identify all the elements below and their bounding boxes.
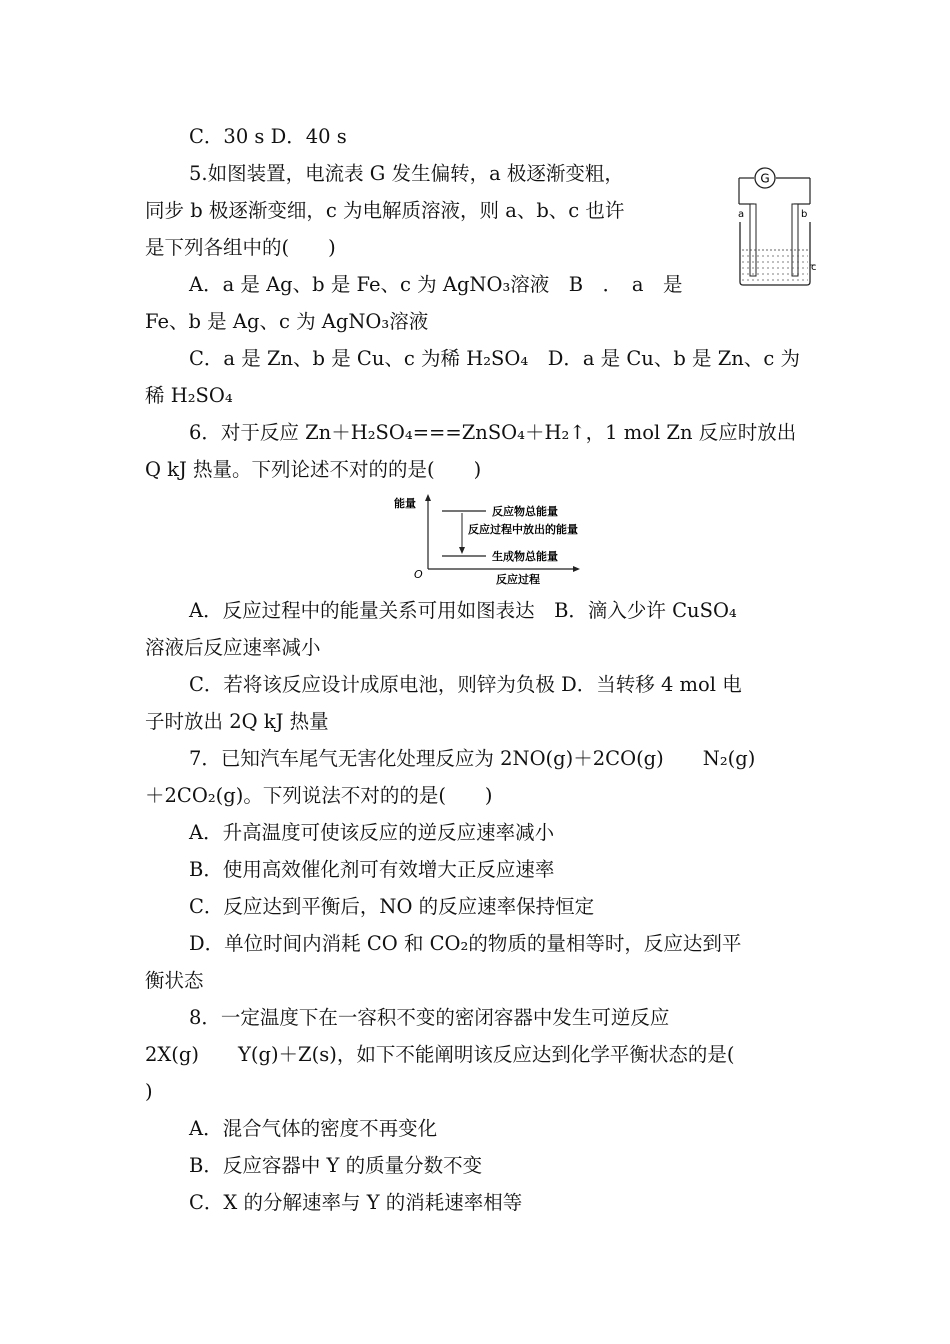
process-axis-label: 反应过程	[496, 573, 540, 586]
q6-option-cd: C．若将该反应设计成原电池，则锌为负极 D．当转移 4 mol 电	[189, 673, 742, 696]
q5-option-ab: A．a 是 Ag、b 是 Fe、c 为 AgNO₃溶液 B ． a 是	[189, 273, 683, 296]
product-level-label: 生成物总能量	[492, 550, 558, 563]
q5-stem-line2: 同步 b 极逐渐变细，c 为电解质溶液，则 a、b、c 也许	[145, 199, 625, 222]
q4-option-cd: C．30 s D．40 s	[189, 125, 347, 148]
electrode-b	[792, 204, 798, 276]
galvanic-cell-figure	[718, 164, 818, 290]
released-energy-label: 反应过程中放出的能量	[468, 523, 578, 536]
q7-stem-line1: 7．已知汽车尾气无害化处理反应为 2NO(g)＋2CO(g) N₂(g)	[189, 747, 756, 770]
electrode-a-label: a	[738, 209, 745, 220]
q8-stem-line3: )	[145, 1080, 153, 1103]
q5-option-cd: C．a 是 Zn、b 是 Cu、c 为稀 H₂SO₄ D．a 是 Cu、b 是 Zn、c 为	[189, 347, 800, 370]
q7-option-c: C．反应达到平衡后，NO 的反应速率保持恒定	[189, 895, 595, 918]
q7-stem-line2: ＋2CO₂(g)。下列说法不对的的是( )	[145, 784, 493, 807]
q7-option-a: A．升高温度可使该反应的逆反应速率减小	[189, 821, 555, 844]
q7-option-b: B．使用高效催化剂可有效增大正反应速率	[189, 858, 555, 881]
q6-option-d-cont: 子时放出 2Q kJ 热量	[145, 710, 329, 733]
energy-axis-label: 能量	[394, 497, 416, 510]
q6-option-b-cont: 溶液后反应速率减小	[145, 636, 321, 659]
q6-stem-line2: Q kJ 热量。下列论述不对的的是( )	[145, 458, 482, 481]
galvanometer-label: G	[760, 171, 770, 186]
q8-option-a: A．混合气体的密度不再变化	[189, 1117, 438, 1140]
q7-option-d-cont: 衡状态	[145, 969, 204, 992]
q5-stem-line3: 是下列各组中的( )	[145, 236, 336, 259]
q8-stem-line1: 8．一定温度下在一容积不变的密闭容器中发生可逆反应	[189, 1006, 670, 1029]
q7-option-d: D．单位时间内消耗 CO 和 CO₂的物质的量相等时，反应达到平	[189, 932, 742, 955]
q5-option-b-cont: Fe、b 是 Ag、c 为 AgNO₃溶液	[145, 310, 429, 333]
q5-option-d-cont: 稀 H₂SO₄	[145, 384, 233, 407]
electrolyte-label: c	[811, 262, 817, 273]
origin-label: O	[414, 568, 423, 581]
q8-stem-line2: 2X(g) Y(g)＋Z(s)，如下不能阐明该反应达到化学平衡状态的是(	[145, 1043, 735, 1066]
q6-stem-line1: 6．对于反应 Zn＋H₂SO₄===ZnSO₄＋H₂↑，1 mol Zn 反应时放出	[189, 421, 797, 444]
q8-option-c: C．X 的分解速率与 Y 的消耗速率相等	[189, 1191, 523, 1214]
q6-option-ab: A．反应过程中的能量关系可用如图表达 B．滴入少许 CuSO₄	[189, 599, 737, 622]
q5-stem-line1: 5.如图装置，电流表 G 发生偏转，a 极逐渐变粗，	[189, 162, 624, 185]
reactant-level-label: 反应物总能量	[492, 505, 558, 518]
electrode-a	[750, 204, 756, 276]
q8-option-b: B．反应容器中 Y 的质量分数不变	[189, 1154, 483, 1177]
electrode-b-label: b	[801, 209, 808, 220]
energy-diagram-figure	[392, 492, 622, 590]
